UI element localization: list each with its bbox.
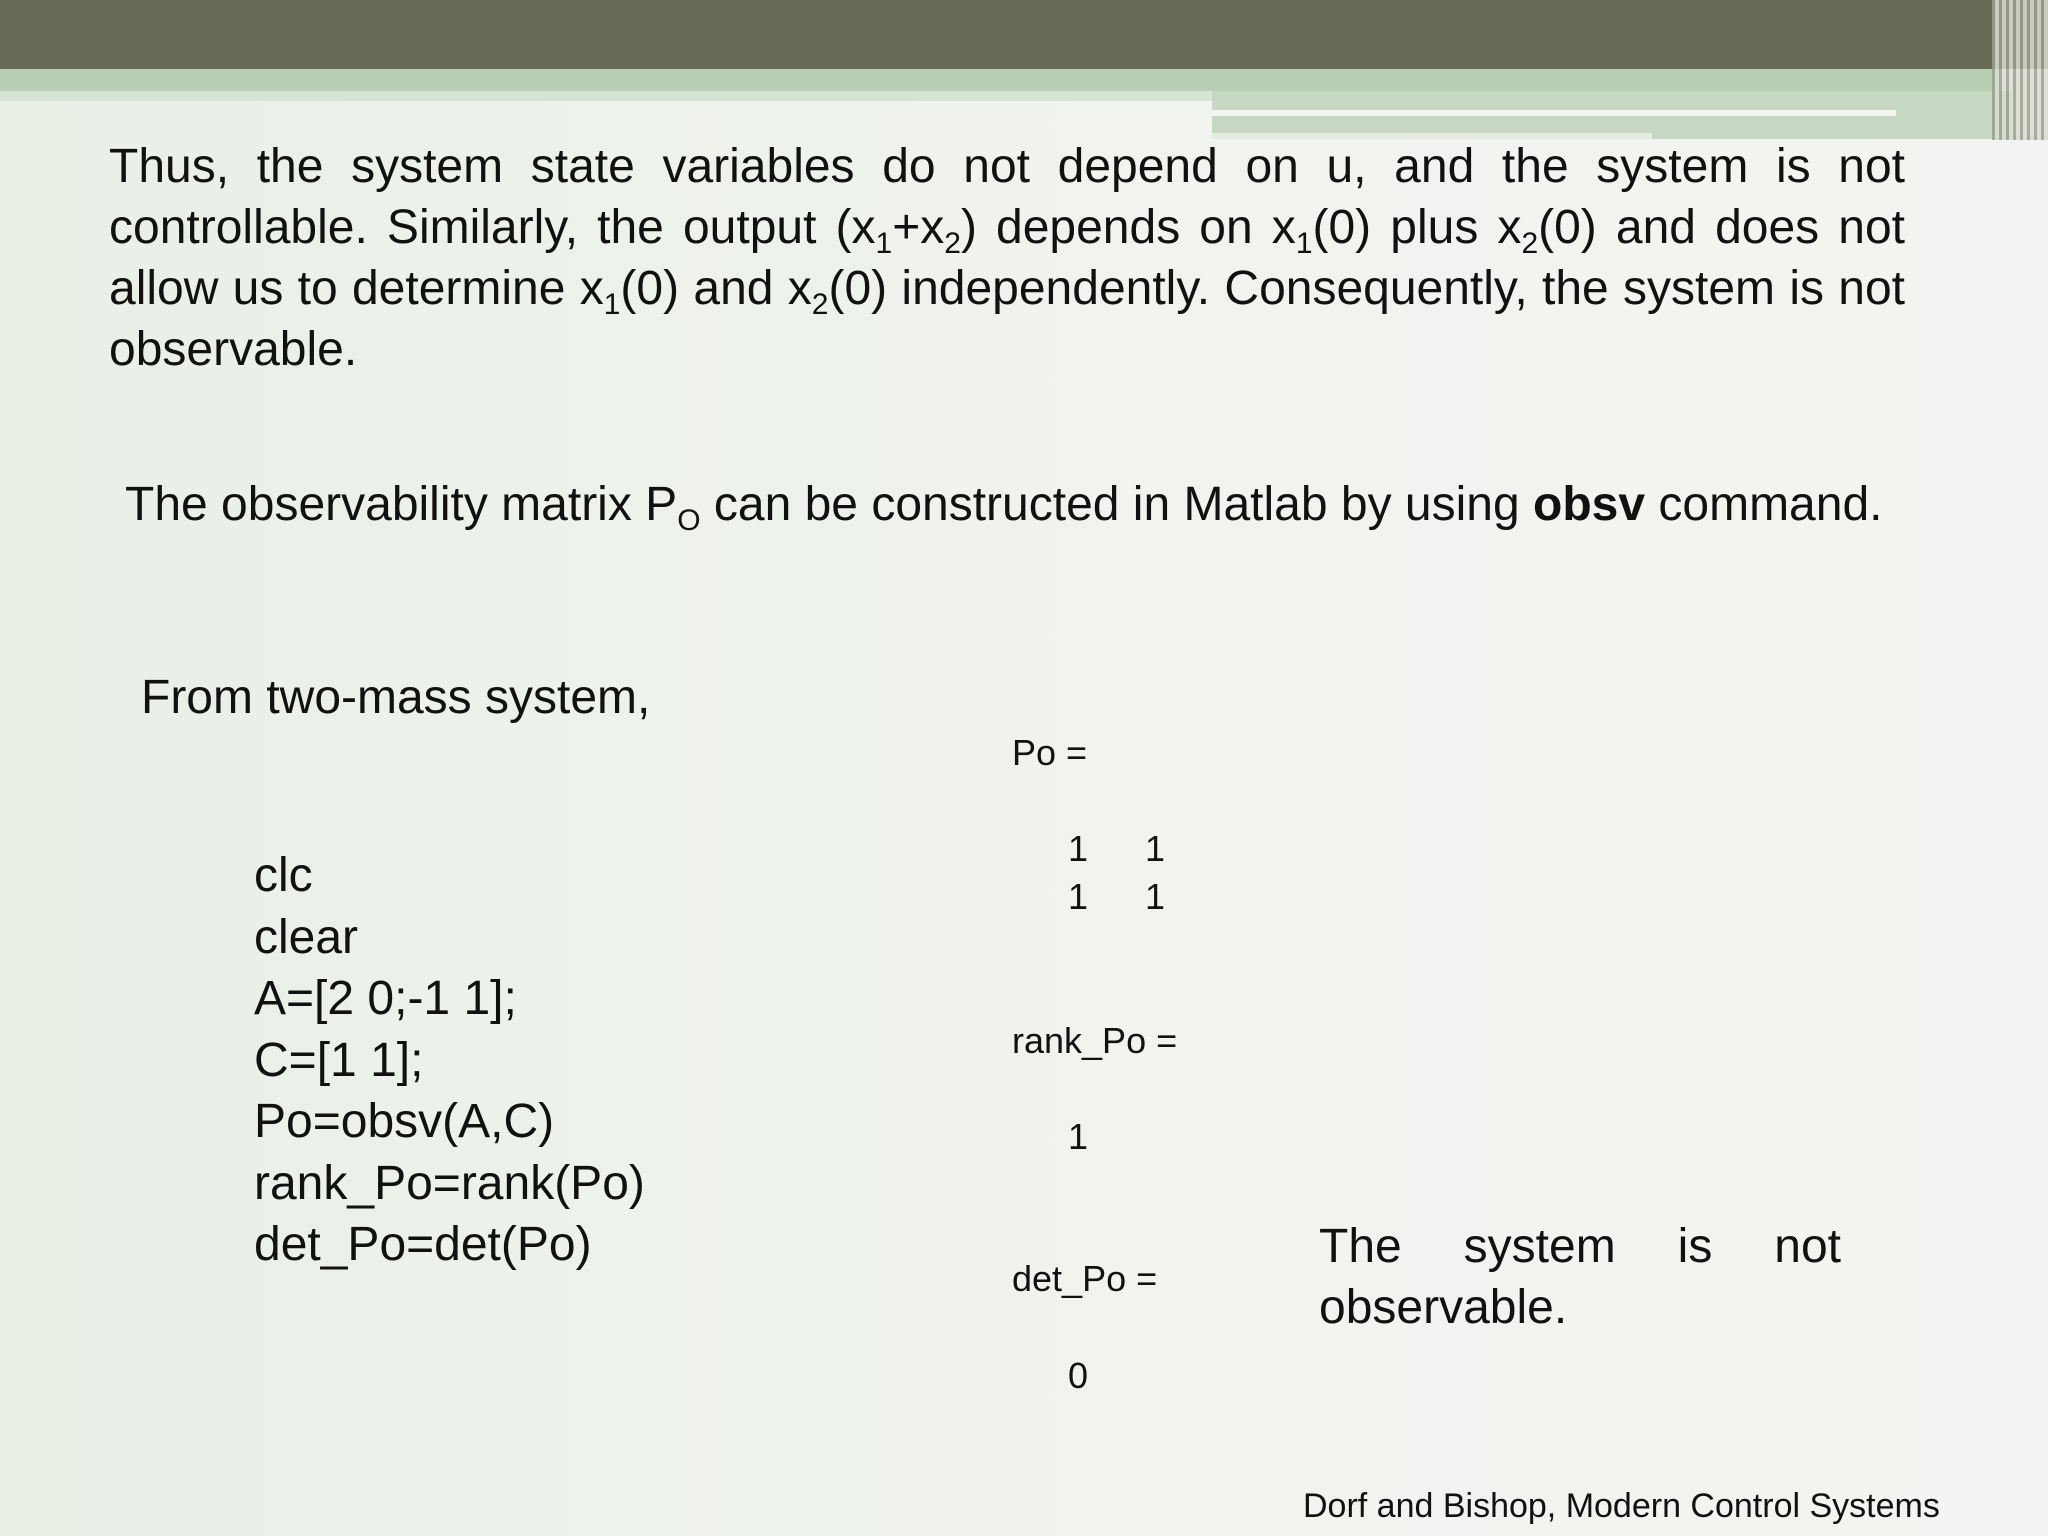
matlab-code: [254, 845, 645, 1276]
po-cell: 1: [1068, 876, 1089, 917]
obsv-command: obsv: [1533, 478, 1646, 531]
header-stripe: [1212, 110, 1896, 116]
rank-value: 1: [1068, 1116, 1089, 1157]
code-line: clc: [254, 849, 313, 902]
conclusion-text: The system is not observable.: [1319, 1220, 1841, 1334]
header-band-light: [0, 91, 1212, 101]
code-line: rank_Po=rank(Po): [254, 1156, 645, 1210]
po-label: Po =: [1012, 732, 1088, 773]
po-cell: 1: [1145, 828, 1166, 869]
paragraph-observability-matrix: The observability matrix $P_O$ can be constructed in Matlab by using obsv command.: [125, 478, 1883, 537]
intro-text: From two-mass system,: [141, 671, 651, 724]
decorative-edge: [1992, 0, 2048, 140]
header-band: [0, 69, 2000, 91]
code-line: Po=obsv(A,C): [254, 1095, 555, 1148]
po-cell: 1: [1145, 876, 1166, 917]
code-line: det_Po=det(Po): [254, 1218, 592, 1271]
code-line: A=[2 0;-1 1];: [254, 972, 517, 1025]
header-bar: [0, 0, 2048, 69]
po-cell: 1: [1068, 828, 1089, 869]
det-value: 0: [1068, 1355, 1089, 1396]
paragraph-controllability: Thus, the system state variables do not depend on u, and the system is not controllable. Similarly, the output $(x_1+x_2)$ depends on $x_1(0)$ plus $x_2(0)$ and does not allow us to determine $x_1(0)$ and $x_2(0)$ independently. Consequently, the system is not observable.: [109, 140, 1906, 376]
det-label: det_Po =: [1012, 1258, 1158, 1299]
code-line: C=[1 1];: [254, 1033, 424, 1087]
citation: Dorf and Bishop, Modern Control Systems: [1303, 1487, 1940, 1525]
code-line: clear: [254, 910, 359, 964]
rank-label: rank_Po =: [1012, 1020, 1178, 1061]
